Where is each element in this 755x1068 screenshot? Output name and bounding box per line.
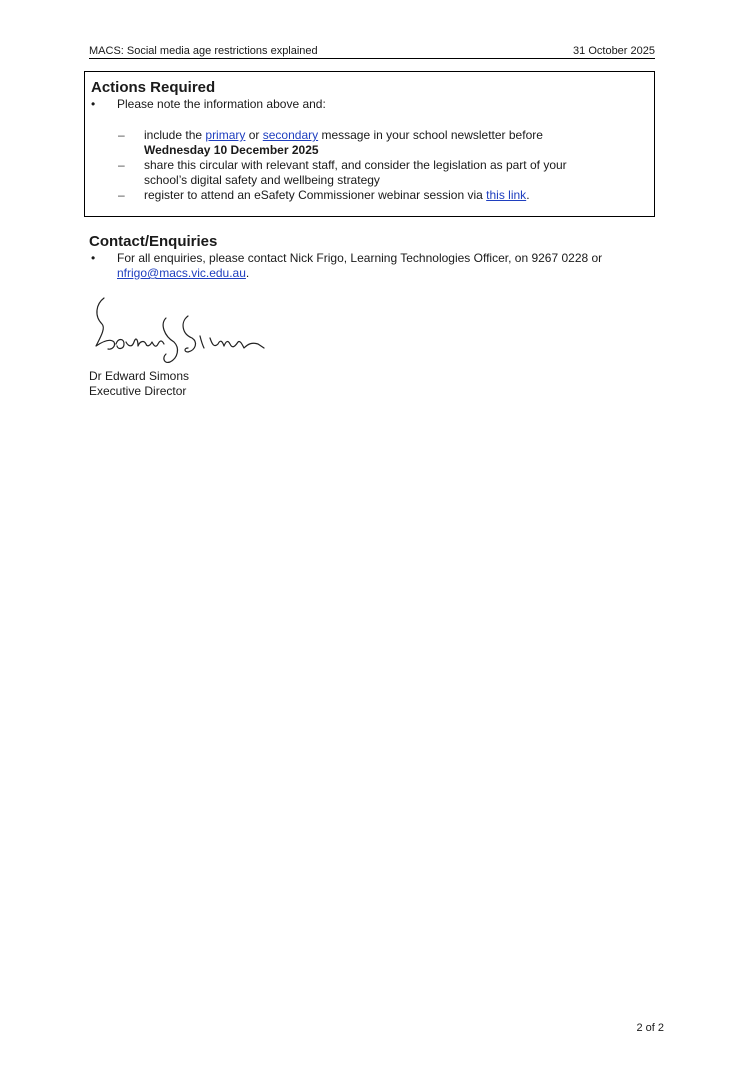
signature-image (92, 294, 272, 369)
dash-icon: – (118, 128, 125, 142)
action-item-webinar (144, 188, 614, 203)
deadline-date: Wednesday 10 December 2025 (144, 143, 319, 157)
page-number: 2 of 2 (636, 1022, 664, 1034)
bullet-icon: • (91, 97, 96, 111)
contact-sentence: For all enquiries, please contact Nick Frigo, Learning Technologies Officer, on 9267 0228 or (117, 251, 603, 265)
item-text: . (526, 188, 530, 202)
document-date: 31 October 2025 (573, 45, 655, 57)
signatory-name: Dr Edward Simons (89, 369, 190, 383)
email-link[interactable]: nfrigo@macs.vic.edu.au (117, 266, 246, 280)
page-header (89, 44, 655, 59)
actions-heading: Actions Required (91, 79, 216, 96)
item-text: or (245, 128, 263, 142)
item-text: message in your school newsletter before (318, 128, 543, 142)
item-text: register to attend an eSafety Commissioner webinar session via (144, 188, 487, 202)
dash-icon: – (118, 158, 125, 172)
dash-icon: – (118, 188, 125, 202)
action-item-newsletter (144, 128, 614, 158)
secondary-link[interactable]: secondary (262, 128, 319, 142)
webinar-link[interactable]: this link (486, 188, 527, 202)
contact-period: . (245, 266, 250, 280)
signatory-role: Executive Director (89, 384, 187, 398)
document-title: MACS: Social media age restrictions explained (89, 45, 318, 57)
bullet-icon: • (91, 251, 96, 265)
actions-intro: Please note the information above and: (117, 97, 326, 111)
contact-heading: Contact/Enquiries (89, 233, 218, 250)
item-text: include the (144, 128, 206, 142)
action-item-share: share this circular with relevant staff, and consider the legislation as part of your school’s digital safety and wellbeing strategy (144, 158, 567, 187)
contact-text (117, 251, 657, 281)
primary-link[interactable]: primary (205, 128, 246, 142)
